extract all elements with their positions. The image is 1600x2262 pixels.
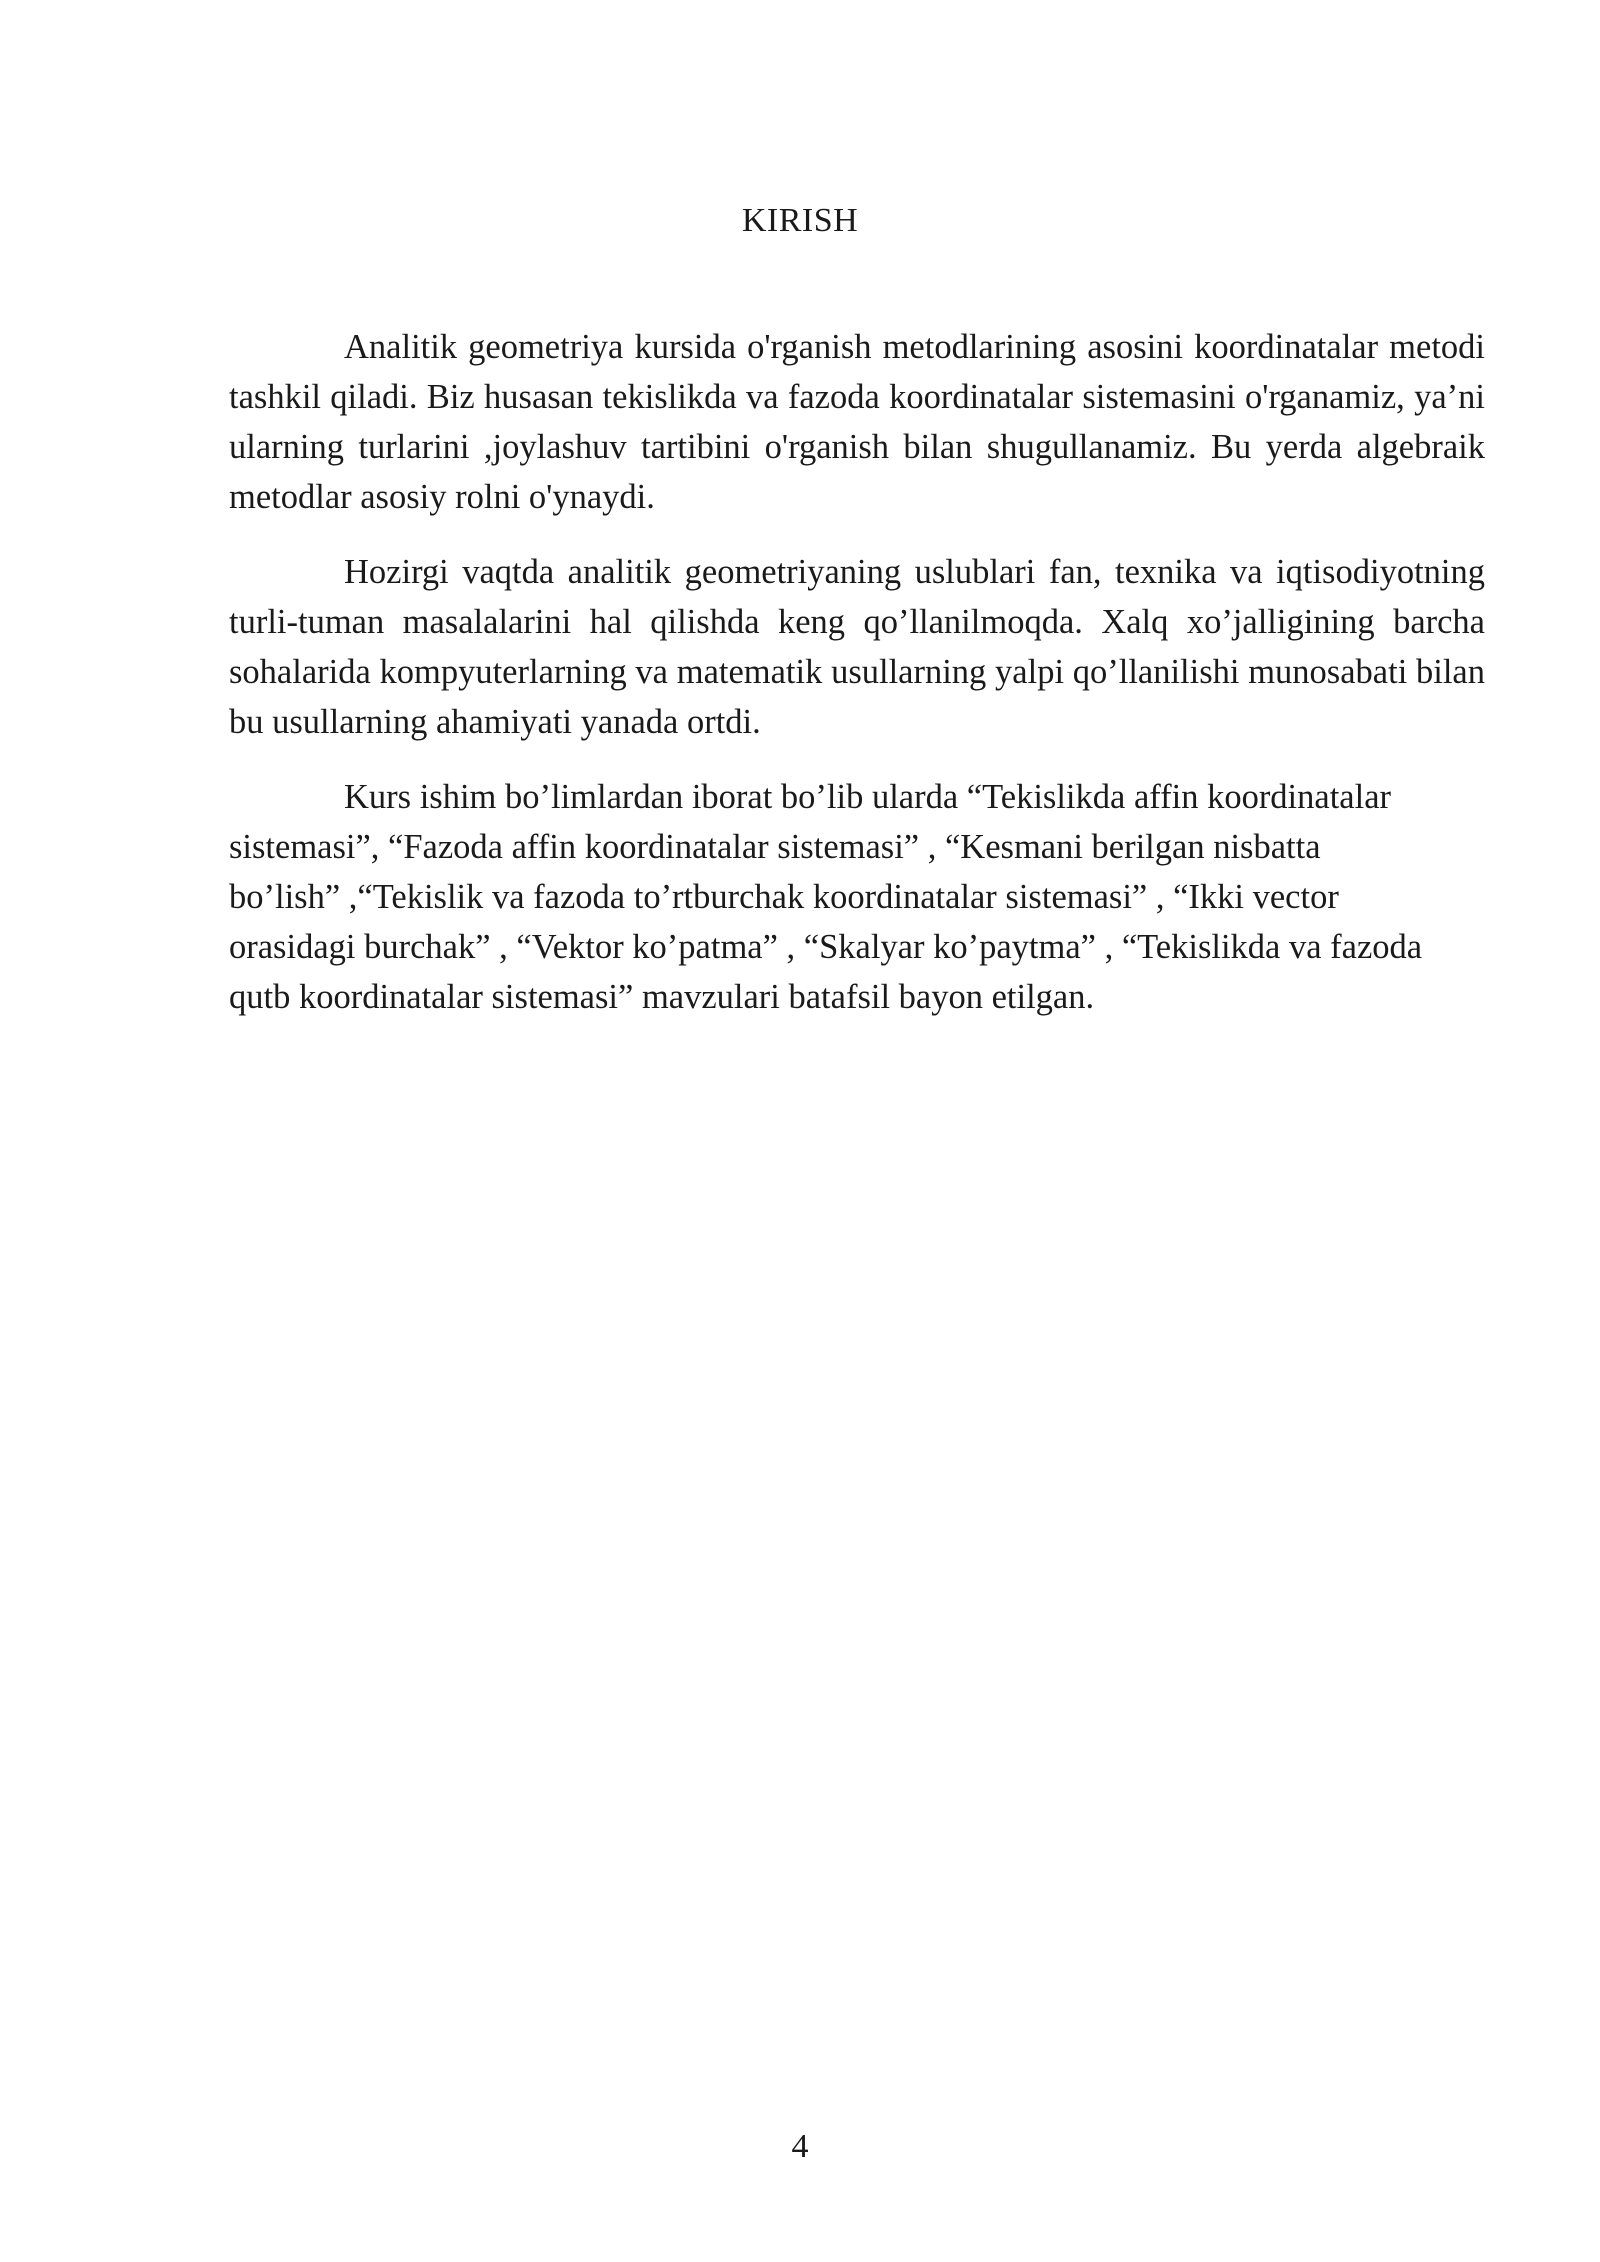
page-number: 4 — [791, 2128, 809, 2165]
section-title: KIRISH — [741, 202, 859, 239]
paragraph-contents: Kurs ishim bo’limlardan iborat bo’lib ularda “Tekislikda affin koordinatalar sistemasi”, “Fazoda affin koordinatalar sistemasi” , “Kesmani berilgan nisbatta bo’lish” ,“Tekislik va fazoda to’rtburchak koordinatalar sistemasi” , “Ikki vector orasidagi burchak” , “Vektor ko’patma” , “Skalyar ko’paytma” , “Tekislikda va fazoda qutb koordinatalar sistemasi” mavzulari batafsil bayon etilgan. — [229, 778, 1423, 1016]
body-text — [229, 322, 1485, 1047]
paragraph-applications: Hozirgi vaqtda analitik geometriyaning uslublari fan, texnika va iqtisodiyotning turli-tuman masalalarini hal qilishda keng qo’llanilmoqda. Xalq xo’jalligining barcha sohalarida kompyuterlarning va matematik usullarning yalpi qo’llanilishi munosabati bilan bu usullarning ahamiyati yanada ortdi. — [229, 553, 1485, 741]
paragraph-intro: Analitik geometriya kursida o'rganish metodlarining asosini koordinatalar metodi tashkil qiladi. Biz husasan tekislikda va fazoda koordinatalar sistemasini o'rganamiz, ya’ni ularning turlarini ,joylashuv tartibini o'rganish bilan shugullanamiz. Bu yerda algebraik metodlar asosiy rolni o'ynaydi. — [229, 328, 1485, 516]
